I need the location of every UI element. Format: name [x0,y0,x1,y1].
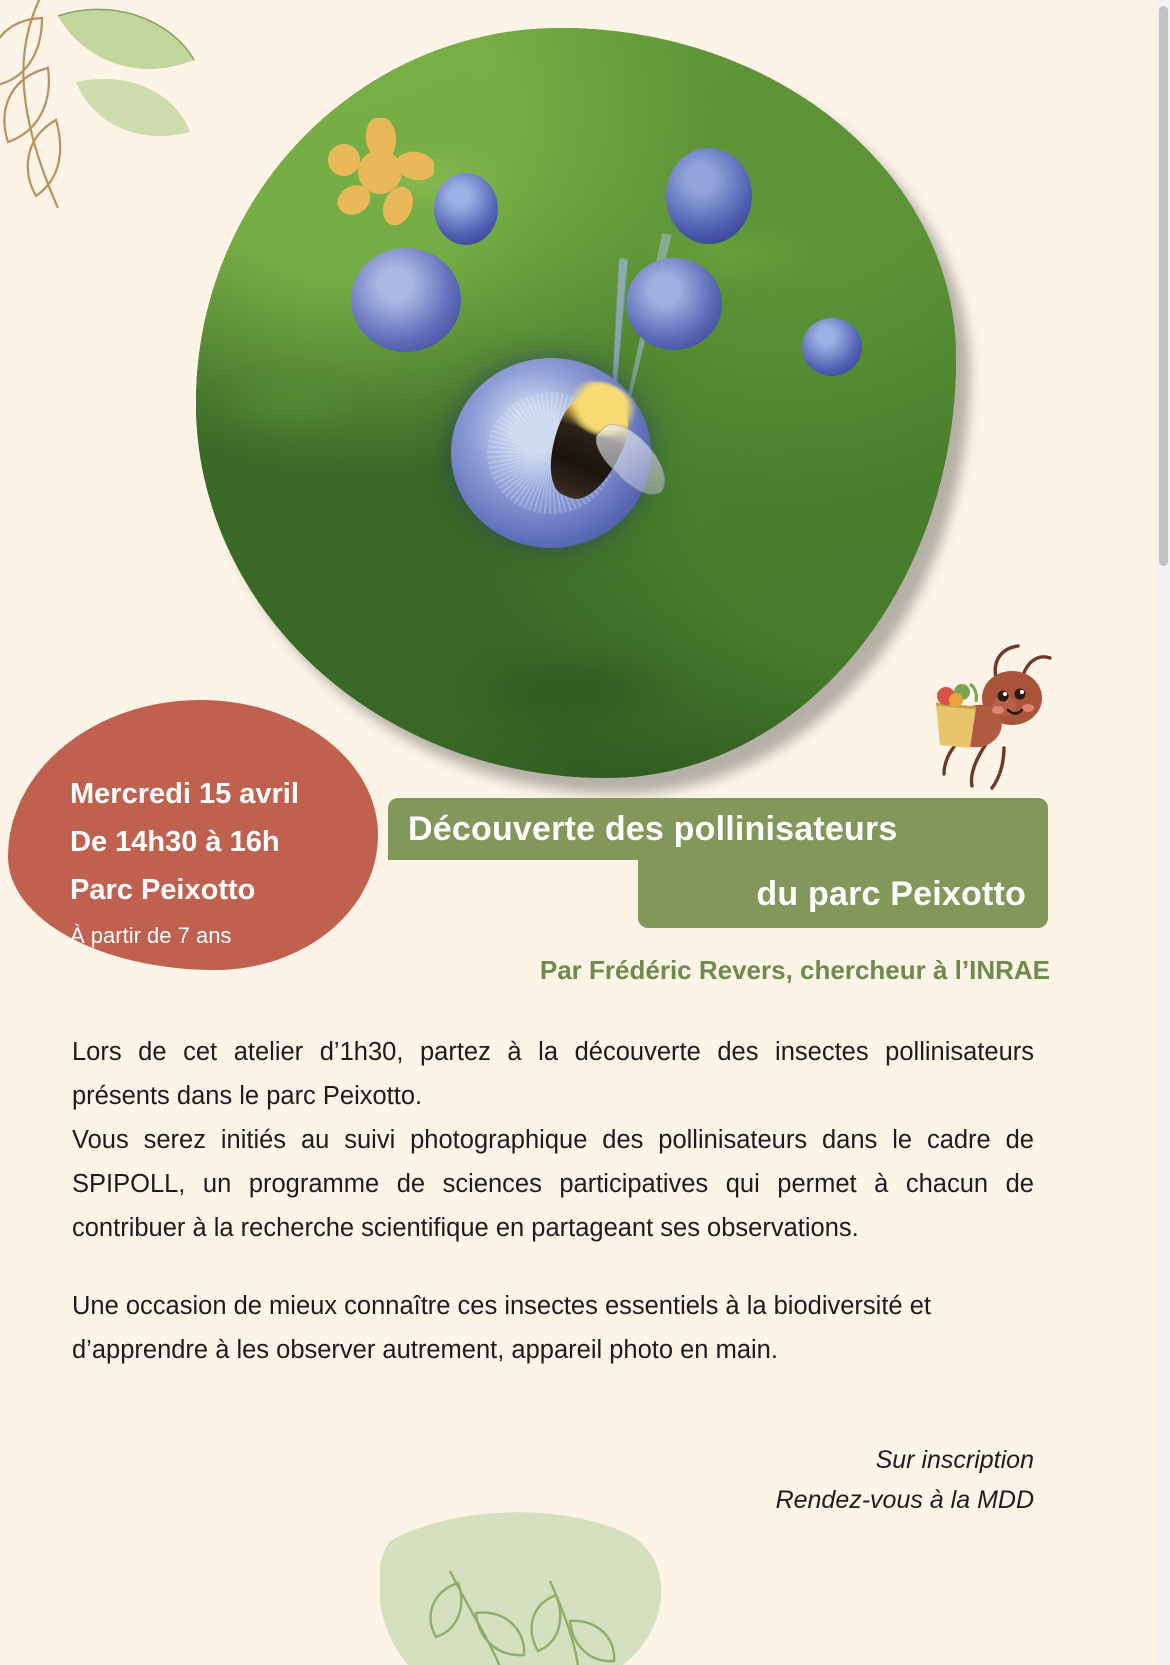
scrollbar-thumb[interactable] [1159,6,1168,566]
footer-line-meeting-point: Rendez-vous à la MDD [775,1486,1034,1514]
thistle-head [802,318,862,376]
footer-notes [430,1440,1034,1520]
date-line-place: Parc Peixotto [70,874,256,906]
paragraph-spacer [72,1250,1034,1284]
thistle-head [626,258,722,350]
thistle-head [351,248,461,352]
byline: Par Frédéric Revers, chercheur à l’INRAE [539,955,1050,985]
body-paragraph-1: Lors de cet atelier d’1h30, partez à la découverte des insectes pollinisateurs présents dans le parc Peixotto. [72,1038,1034,1110]
date-line-age: À partir de 7 ans [70,923,232,948]
thistle-head [666,148,752,244]
scrollbar-track[interactable] [1156,0,1170,1665]
footer-line-registration: Sur inscription [875,1446,1034,1474]
title-banner-line2 [638,860,1048,928]
title-text-line2: du parc Peixotto [756,874,1026,913]
ant-with-basket-icon [900,640,1060,805]
photo-frame [196,28,956,778]
body-paragraph-2: Vous serez initiés au suivi photographique des pollinisateurs dans le cadre de SPIPOLL, un programme de sciences participatives qui permet à chacun de contribuer à la recherche scientifique en partageant ses observations. [72,1126,1034,1242]
thistle-head [434,173,498,245]
date-block [70,770,370,956]
date-line-day: Mercredi 15 avril [70,778,299,810]
hero-photo [196,28,956,778]
body-paragraph-3: Une occasion de mieux connaître ces insectes essentiels à la biodiversité et d’apprendre à les observer autrement, appareil photo en main. [72,1292,931,1364]
title-text-line1: Découverte des pollinisateurs [408,809,898,848]
body-copy [72,1030,1034,1372]
title-banner-line1 [388,798,1048,860]
yellow-flower-icon [328,118,434,228]
date-line-time: De 14h30 à 16h [70,826,280,858]
